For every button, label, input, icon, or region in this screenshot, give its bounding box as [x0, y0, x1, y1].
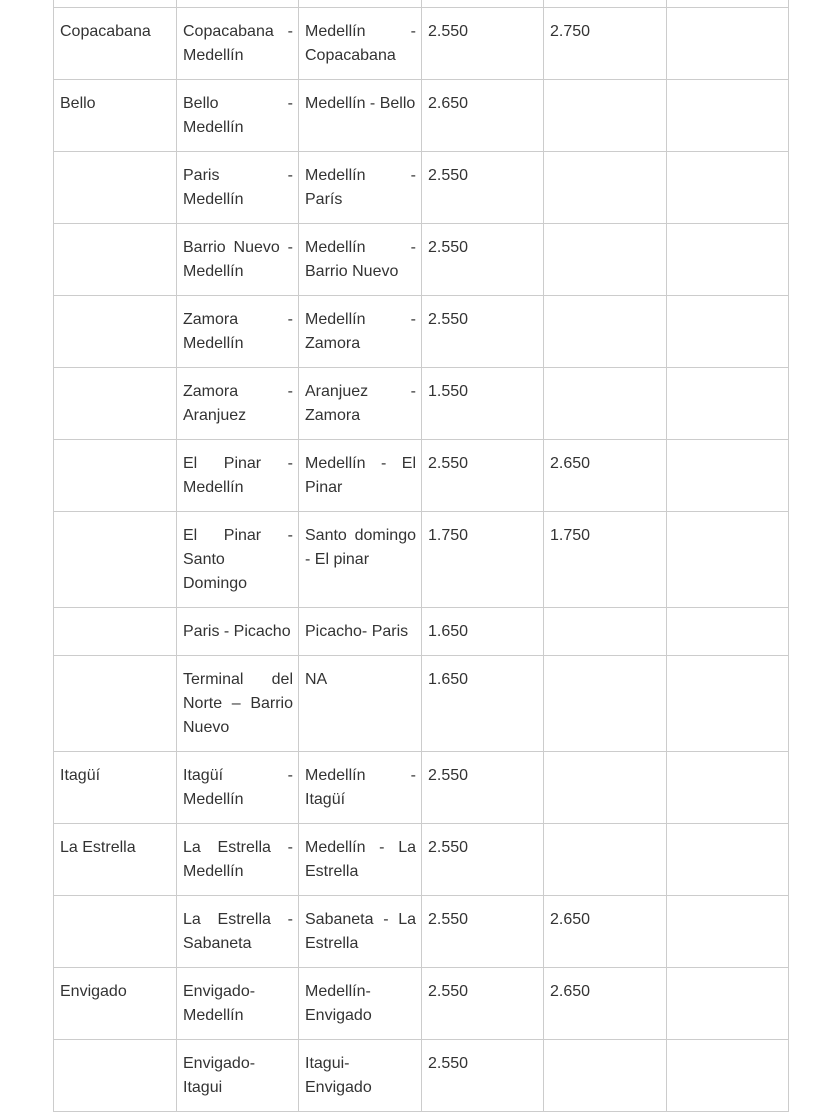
table-row	[54, 656, 789, 752]
cell-extra	[667, 0, 789, 8]
cell-fare-alt: 2.650	[544, 896, 667, 968]
cell-route-to: Envigado-Itagui	[177, 1040, 299, 1112]
cell-municipality: Envigado	[54, 968, 177, 1040]
fares-table-container	[53, 0, 789, 1112]
cell-route-from	[299, 0, 422, 8]
cell-extra	[667, 368, 789, 440]
cell-fare: 1.650	[422, 656, 544, 752]
table-row	[54, 968, 789, 1040]
table-row	[54, 8, 789, 80]
cell-municipality: Copacabana	[54, 8, 177, 80]
cell-fare-alt	[544, 656, 667, 752]
cell-route-from: Santo domingo - El pinar	[299, 512, 422, 608]
cell-municipality	[54, 512, 177, 608]
cell-fare-alt	[544, 824, 667, 896]
cell-fare: 2.550	[422, 296, 544, 368]
cell-route-from: Medellín - Barrio Nuevo	[299, 224, 422, 296]
cell-fare-alt	[544, 80, 667, 152]
cell-route-to: Itagüí - Medellín	[177, 752, 299, 824]
cell-route-from: Aranjuez - Zamora	[299, 368, 422, 440]
cell-fare: 2.550	[422, 752, 544, 824]
cell-route-to: Barrio Nuevo - Medellín	[177, 224, 299, 296]
cell-fare-alt: 1.750	[544, 512, 667, 608]
table-row	[54, 296, 789, 368]
cell-extra	[667, 824, 789, 896]
cell-fare: 2.550	[422, 1040, 544, 1112]
cell-municipality	[54, 0, 177, 8]
cell-municipality: Bello	[54, 80, 177, 152]
cell-extra	[667, 512, 789, 608]
cell-fare: 1.750	[422, 512, 544, 608]
fares-table-body	[54, 0, 789, 1112]
cell-route-to: Envigado-Medellín	[177, 968, 299, 1040]
cell-route-to: La Estrella - Medellín	[177, 824, 299, 896]
cell-fare: 2.550	[422, 896, 544, 968]
table-row	[54, 1040, 789, 1112]
cell-route-from: Sabaneta - La Estrella	[299, 896, 422, 968]
cell-municipality	[54, 152, 177, 224]
cell-route-from: NA	[299, 656, 422, 752]
cell-fare-alt: 2.650	[544, 440, 667, 512]
cell-route-from: Itagui-Envigado	[299, 1040, 422, 1112]
cell-extra	[667, 296, 789, 368]
cell-municipality	[54, 440, 177, 512]
cell-extra	[667, 80, 789, 152]
cell-route-from: Medellín-Envigado	[299, 968, 422, 1040]
cell-route-from: Medellín - Itagüí	[299, 752, 422, 824]
cell-fare: 2.550	[422, 8, 544, 80]
cell-extra	[667, 968, 789, 1040]
table-row	[54, 80, 789, 152]
cell-route-to: Paris - Medellín	[177, 152, 299, 224]
cell-route-to: La Estrella - Sabaneta	[177, 896, 299, 968]
cell-fare: 1.650	[422, 608, 544, 656]
cell-fare-alt	[544, 752, 667, 824]
cell-fare: 2.650	[422, 80, 544, 152]
cell-municipality	[54, 296, 177, 368]
table-row	[54, 512, 789, 608]
cell-fare-alt	[544, 224, 667, 296]
fares-table	[53, 0, 789, 1112]
cell-fare-alt	[544, 1040, 667, 1112]
cell-route-from: Medellín - París	[299, 152, 422, 224]
cell-extra	[667, 752, 789, 824]
cell-extra	[667, 1040, 789, 1112]
cell-route-from: Medellín - El Pinar	[299, 440, 422, 512]
table-row	[54, 368, 789, 440]
cell-route-from: Medellín - Copacabana	[299, 8, 422, 80]
cell-route-from: Medellín - La Estrella	[299, 824, 422, 896]
cell-route-from: Medellín - Zamora	[299, 296, 422, 368]
cell-extra	[667, 608, 789, 656]
cell-route-to	[177, 0, 299, 8]
cell-fare: 2.550	[422, 224, 544, 296]
table-row	[54, 152, 789, 224]
cell-fare: 2.550	[422, 440, 544, 512]
table-row	[54, 608, 789, 656]
cell-route-to: Terminal del Norte – Barrio Nuevo	[177, 656, 299, 752]
cell-municipality: La Estrella	[54, 824, 177, 896]
cell-route-to: Paris - Picacho	[177, 608, 299, 656]
cell-fare: 2.550	[422, 824, 544, 896]
cell-route-to: El Pinar - Santo Domingo	[177, 512, 299, 608]
cell-route-to: Bello - Medellín	[177, 80, 299, 152]
cell-fare: 1.550	[422, 368, 544, 440]
table-row	[54, 824, 789, 896]
cell-municipality	[54, 368, 177, 440]
cell-fare-alt: 2.750	[544, 8, 667, 80]
cell-extra	[667, 896, 789, 968]
cell-route-from: Picacho- Paris	[299, 608, 422, 656]
cell-extra	[667, 224, 789, 296]
cell-route-to: Copacabana - Medellín	[177, 8, 299, 80]
cell-fare-alt	[544, 368, 667, 440]
cell-fare-alt	[544, 0, 667, 8]
cell-fare: 2.550	[422, 152, 544, 224]
cell-extra	[667, 152, 789, 224]
cell-route-to: El Pinar - Medellín	[177, 440, 299, 512]
cell-municipality	[54, 896, 177, 968]
cell-fare-alt	[544, 152, 667, 224]
cell-fare-alt	[544, 296, 667, 368]
cell-municipality: Itagüí	[54, 752, 177, 824]
table-row	[54, 0, 789, 8]
table-row	[54, 224, 789, 296]
cell-fare	[422, 0, 544, 8]
table-row	[54, 752, 789, 824]
cell-extra	[667, 8, 789, 80]
cell-fare: 2.550	[422, 968, 544, 1040]
cell-fare-alt: 2.650	[544, 968, 667, 1040]
cell-extra	[667, 440, 789, 512]
cell-municipality	[54, 608, 177, 656]
table-row	[54, 896, 789, 968]
cell-municipality	[54, 224, 177, 296]
cell-municipality	[54, 1040, 177, 1112]
cell-extra	[667, 656, 789, 752]
cell-route-from: Medellín - Bello	[299, 80, 422, 152]
cell-route-to: Zamora - Medellín	[177, 296, 299, 368]
table-row	[54, 440, 789, 512]
cell-municipality	[54, 656, 177, 752]
cell-route-to: Zamora - Aranjuez	[177, 368, 299, 440]
cell-fare-alt	[544, 608, 667, 656]
